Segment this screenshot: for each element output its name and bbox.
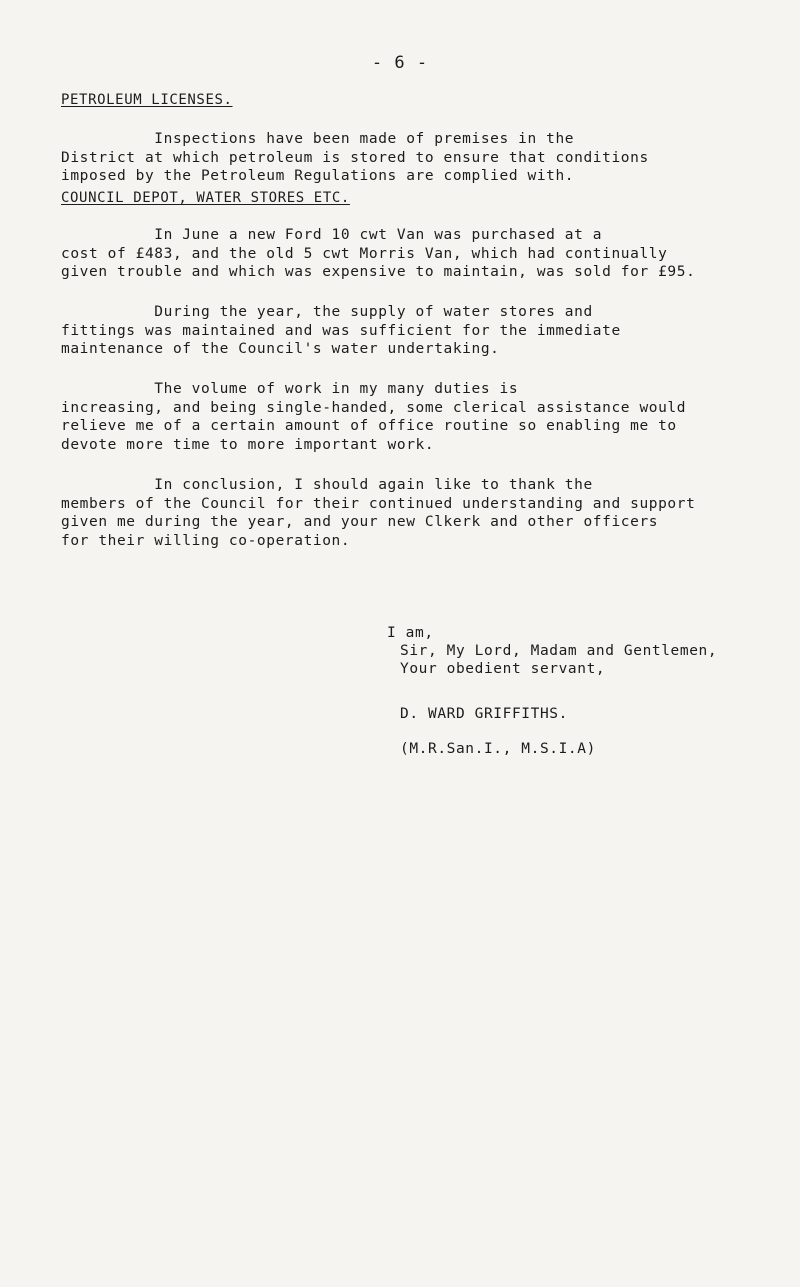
closing-i-am: I am,: [387, 625, 434, 641]
paragraph-conclusion: [61, 476, 761, 550]
closing-salutation: Sir, My Lord, Madam and Gentlemen,: [400, 643, 718, 659]
text-line: for their willing co-operation.: [61, 532, 351, 549]
text-line: relieve me of a certain amount of office routine so enabling me to: [61, 418, 677, 434]
page-number: - 6 -: [371, 53, 429, 73]
text-line: increasing, and being single-handed, some clerical assistance would: [61, 399, 687, 416]
text-line: maintenance of the Council's water undertaking.: [61, 341, 500, 357]
closing-obedient-servant: Your obedient servant,: [400, 661, 606, 677]
text-line: During the year, the supply of water stores and: [61, 304, 593, 320]
text-line: The volume of work in my many duties is: [61, 381, 519, 397]
signatory-name: D. WARD GRIFFITHS.: [400, 706, 568, 722]
text-line: District at which petroleum is stored to ensure that conditions: [61, 149, 649, 166]
paragraph-petroleum-inspections: [61, 130, 761, 186]
signatory-credentials: (M.R.San.I., M.S.I.A): [400, 741, 596, 757]
section-heading-council-depot: COUNCIL DEPOT, WATER STORES ETC.: [61, 190, 350, 206]
text-line: In conclusion, I should again like to thank the: [61, 477, 593, 493]
text-line: fittings was maintained and was sufficient for the immediate: [61, 322, 621, 339]
text-line: members of the Council for their continued understanding and support: [61, 495, 696, 512]
text-line: given me during the year, and your new Clkerk and other officers: [61, 514, 659, 530]
text-line: Inspections have been made of premises in the: [61, 131, 575, 147]
section-heading-petroleum: PETROLEUM LICENSES.: [61, 92, 233, 108]
text-line: devote more time to more important work.: [61, 436, 435, 453]
text-line: imposed by the Petroleum Regulations are complied with.: [61, 168, 575, 184]
paragraph-van-purchase: [61, 226, 761, 282]
text-line: cost of £483, and the old 5 cwt Morris Van, which had continually: [61, 245, 668, 262]
text-line: given trouble and which was expensive to maintain, was sold for £95.: [61, 264, 696, 280]
paragraph-workload: [61, 380, 761, 454]
text-line: In June a new Ford 10 cwt Van was purchased at a: [61, 227, 603, 243]
paragraph-water-stores: [61, 303, 761, 359]
